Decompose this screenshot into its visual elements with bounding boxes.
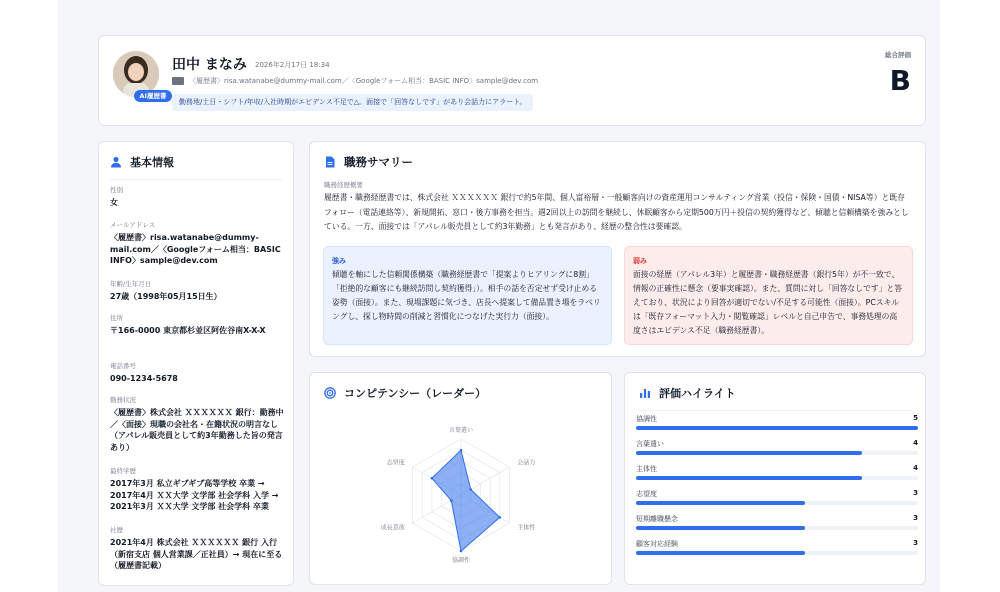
summary-text: 履歴書・職務経歴書では、株式会社 ＸＸＸＸＸＸ 銀行で約5年間、個人富裕層・一般顧客向けの資産運用コンサルティング営業（投信・保険・国債・NISA等）と既存フォロー（電話連絡等）、新規開拓、窓口・後方事務を担当。週2回以上の訪問を継続し、休眠顧客から定期500万円＋投信の契約獲得など、傾聴と信頼構築を強みとしている。一方、面接では「アパレル販売員として約3年勤務」とも発言があり、経歴の整合性は要確認。 — [324, 193, 909, 231]
highlight-bar — [636, 426, 918, 430]
highlight-bar — [636, 451, 862, 455]
highlight-row — [636, 489, 918, 499]
highlight-bar — [636, 526, 805, 530]
radar-point — [450, 499, 453, 502]
field-email — [110, 220, 285, 267]
field-education — [110, 466, 285, 513]
radar-series-area — [432, 450, 500, 551]
highlight-score: 5 — [913, 414, 918, 422]
alert-message: 勤務地/土日・シフト/年収/入社時期がエビデンス不足で△。面接で「回答なしです」があり会話力にアラート。 — [172, 94, 533, 111]
field-label: 電話番号 — [110, 362, 136, 370]
overall-grade: B — [889, 64, 911, 97]
email-line: 〈履歴書〉risa.watanabe@dummy-mail.com／〈Googleフォーム相当：BASIC INFO〉sample@dev.com — [189, 77, 539, 85]
field-label: 性別 — [110, 186, 123, 194]
field-value: 〈履歴書〉risa.watanabe@dummy-mail.com／〈Googleフォーム相当：BASIC INFO〉sample@dev.com — [110, 233, 281, 265]
summary-sub-label: 職務経歴概要 — [324, 181, 363, 189]
competency-radar-chart — [310, 407, 613, 585]
field-label: 勤務状況 — [110, 396, 136, 404]
strength-box — [323, 246, 612, 345]
radar-axis-label: 会話力 — [517, 459, 536, 467]
radar-point — [460, 449, 463, 452]
job-summary-label: 職務サマリー — [344, 155, 413, 169]
basic-info-card — [98, 141, 294, 586]
radar-point — [460, 550, 463, 553]
highlight-row — [636, 514, 918, 524]
candidate-name: 田中 まなみ — [172, 57, 247, 73]
radar-axis-label: 志望度 — [386, 459, 405, 467]
field-value: 2017年3月 私立ギブギブ高等学校 卒業 → 2017年4月 ＸＸ大学 文学部 社会学科 入学 → 2021年3月 ＸＸ大学 文学部 社会学科 卒業 — [110, 479, 279, 511]
competency-card — [309, 372, 612, 585]
highlight-score: 4 — [913, 439, 918, 447]
highlight-score: 3 — [913, 539, 918, 547]
mail-icon — [172, 77, 184, 85]
highlight-name: 協調性 — [636, 415, 657, 423]
competency-title — [324, 385, 597, 401]
radar-point — [469, 488, 472, 491]
highlight-score: 4 — [913, 464, 918, 472]
highlight-row — [636, 439, 918, 449]
person-icon — [110, 156, 122, 168]
field-gender — [110, 185, 285, 209]
field-value: 2021年4月 株式会社 ＸＸＸＸＸＸ 銀行 入行（新宿支店 個人営業課／正社員）→ 現在に至る（履歴書記載） — [110, 538, 283, 570]
grade-label: 総合評価 — [885, 51, 911, 59]
radar-axis-label: 協調性 — [451, 557, 471, 564]
job-summary-title — [324, 154, 911, 170]
divider — [110, 179, 282, 180]
radar-point — [431, 477, 434, 480]
field-value: 〒166-0000 東京都杉並区阿佐谷南X-X-X — [110, 326, 266, 335]
field-label: 住所 — [110, 314, 123, 322]
basic-info-label: 基本情報 — [130, 156, 174, 169]
highlights-label: 評価ハイライト — [659, 387, 736, 400]
job-summary-card — [309, 141, 926, 357]
field-label: メールアドレス — [110, 221, 156, 229]
highlight-row — [636, 539, 918, 549]
field-label: 最終学歴 — [110, 467, 136, 475]
highlight-name: 志望度 — [636, 490, 657, 498]
weakness-title: 弱み — [633, 257, 647, 265]
target-icon — [324, 387, 336, 399]
field-value: 090-1234-5678 — [110, 374, 178, 383]
highlight-bar — [636, 551, 805, 555]
radar-axis-label: 主体性 — [517, 524, 536, 532]
weakness-text: 面接の経歴（アパレル3年）と履歴書・職務経歴書（銀行5年）が不一致で、情報の正確性に懸念（要事実確認）。また、質問に対し「回答なしです」と答えており、状況により回答が適切でない/不足する可能性（面接）。PCスキルは「既存フォーマット入力・閲覧確認」レベルと自己申告で、事務処理の高度さはエビデンス不足（職務経歴書）。 — [633, 270, 902, 335]
field-label: 年齢/生年月日 — [110, 280, 152, 288]
highlight-name: 主体性 — [636, 465, 657, 473]
radar-axis-label: 成長意欲 — [380, 524, 405, 532]
divider — [639, 410, 911, 411]
radar-point — [498, 516, 501, 519]
ai-resume-badge: AI履歴書 — [134, 90, 172, 102]
strength-text: 傾聴を軸にした信頼関係構築（職務経歴書で「提案よりヒアリングに8割」「拒絶的な顧客にも継続訪問し契約獲得」）。相手の話を否定せず受け止める姿勢（面接）。また、現場課題に気づき、店長へ提案して備品置き場をラベリングし、探し物時間の削減と習慣化につなげた実行力（面接）。 — [332, 270, 601, 321]
timestamp: 2026年2月17日 18:34 — [255, 61, 330, 69]
field-value: 女 — [110, 198, 118, 207]
page-canvas — [58, 0, 940, 592]
strength-title: 強み — [332, 257, 346, 265]
highlight-row — [636, 464, 918, 474]
highlight-score: 3 — [913, 514, 918, 522]
radar-axis-label: 言葉遣い — [448, 427, 474, 434]
evaluation-highlights-card — [624, 372, 926, 585]
highlights-title — [639, 385, 911, 401]
bar-chart-icon — [639, 387, 651, 399]
field-address — [110, 313, 285, 337]
candidate-header-card — [98, 35, 926, 126]
field-value: 27歳（1998年05月15日生） — [110, 292, 222, 301]
field-phone — [110, 361, 285, 385]
highlight-name: 言葉遣い — [636, 440, 664, 448]
highlight-bar — [636, 476, 862, 480]
highlight-name: 短期離職懸念 — [636, 515, 678, 523]
document-icon — [324, 156, 336, 168]
field-label: 社歴 — [110, 526, 123, 534]
highlight-score: 3 — [913, 489, 918, 497]
basic-info-title — [110, 154, 282, 170]
weakness-box — [624, 246, 913, 345]
field-career — [110, 525, 285, 572]
field-value: 〈履歴書〉株式会社 ＸＸＸＸＸＸ 銀行：勤務中／〈面接〉現職の会社名・在籍状況の明言なし（アパレル販売員として約3年勤務した旨の発言あり） — [110, 408, 284, 452]
field-employment-status — [110, 395, 285, 453]
highlight-row — [636, 414, 918, 424]
highlight-bar — [636, 501, 805, 505]
field-age — [110, 279, 285, 303]
highlight-name: 顧客対応経験 — [636, 540, 678, 548]
competency-label: コンピテンシー（レーダー） — [344, 387, 487, 400]
